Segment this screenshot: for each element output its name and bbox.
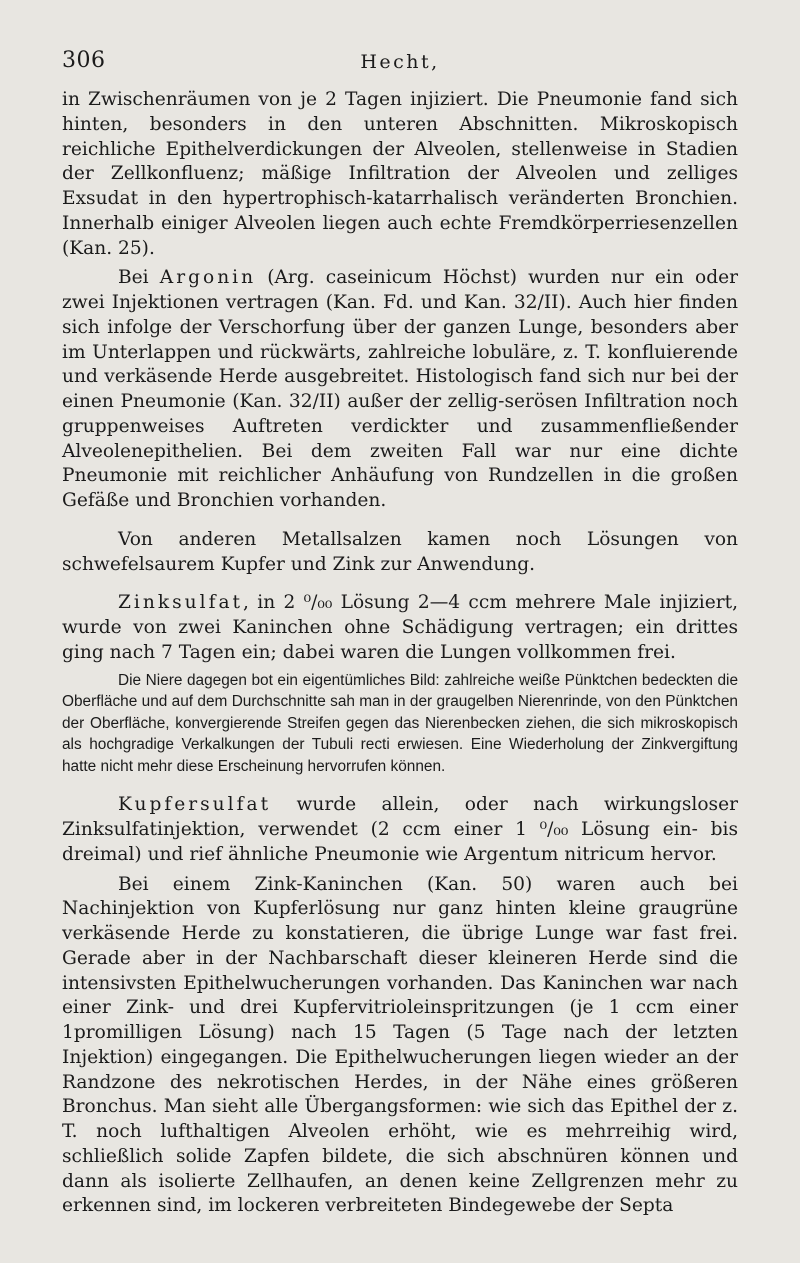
substance-name-zinksulfat: Zinksulfat	[118, 592, 244, 614]
paragraph-kidney-note: Die Niere dagegen bot ein eigentümliches Bild: zahlreiche weiße Pünktchen bedeckten die Oberfläche und auf dem Durchschnitte sah man in der graugelben Nierenrinde, von den Pünktchen der Oberfläche, konvergierende Streifen gegen das Nierenbecken ziehen, die sich mikroskopisch als hochgradige Verkalkungen der Tubuli recti erwiesen. Eine Wiederholung der Zinkvergiftung hatte nicht mehr diese Erscheinung hervorrufen können.	[62, 671, 738, 775]
paragraph-metal-salts: Von anderen Metallsalzen kamen noch Lösungen von schwefelsaurem Kupfer und Zink zur Anwendung.	[62, 528, 738, 575]
paragraph-zink-kaninchen: Bei einem Zink-Kaninchen (Kan. 50) waren auch bei Nachinjektion von Kupferlösung nur ganz hinten kleine graugrüne verkäsende Herde zu konstatieren, die übrige Lunge war fast frei. Gerade aber in der Nachbarschaft dieser kleineren Herde sind die intensivsten Epithelwucherungen vorhanden. Das Kaninchen war nach einer Zink- und drei Kupfervitrioleinspritzungen (je 1 ccm einer 1promilligen Lösung) nach 15 Tagen (5 Tage nach der letzten Injektion) eingegangen. Die Epithelwucherungen liegen wieder an der Randzone des nekrotischen Herdes, in der Nähe eines größeren Bronchus. Man sieht alle Übergangsformen: wie sich das Epithel der z. T. noch lufthaltigen Alveolen erhöht, wie es mehrreihig wird, schließlich solide Zapfen bildete, die sich abschnüren können und dann als isolierte Zellhaufen, an denen keine Zellgrenzen mehr zu erkennen sind, im lockeren verbreiteten Bindegewebe der Septa	[62, 873, 738, 1217]
substance-name-argonin: Argonin	[159, 267, 257, 289]
paragraph-lead: Bei	[118, 267, 160, 289]
paragraph-kupfersulfat	[62, 793, 738, 867]
page-number: 306	[62, 48, 106, 73]
paragraph-zinksulfat	[62, 591, 738, 665]
paragraph-argonin	[62, 266, 738, 514]
body-text	[62, 88, 738, 1219]
paragraph-body: (Arg. caseinicum Höchst) wurden nur ein oder zwei Injektionen vertragen (Kan. Fd. und Kan. 32/II). Auch hier finden sich infolge der Verschorfung über der ganzen Lunge, besonders aber im Unterlappen und rückwärts, zahlreiche lobuläre, z. T. konfluierende und verkäsende Herde ausgebreitet. Histologisch fand sich nur bei der einen Pneumonie (Kan. 32/II) außer der zellig-serösen Infiltration noch gruppenweises Auftreten verdickter und zusammenfließender Alveolenepithelien. Bei dem zweiten Fall war nur eine dichte Pneumonie mit reichlicher Anhäufung von Rundzellen in die großen Gefäße und Bronchien vorhanden.	[62, 267, 738, 511]
paragraph-body: , in 2 ⁰/₀₀ Lösung 2—4 ccm mehrere Male injiziert, wurde von zwei Kaninchen ohne Schädigung vertragen; ein drittes ging nach 7 Tagen ein; dabei waren die Lungen vollkommen frei.	[62, 592, 738, 663]
paragraph-body: wurde allein, oder nach wirkungsloser Zinksulfatinjektion, verwendet (2 ccm einer 1 ⁰/₀₀ Lösung ein- bis dreimal) und rief ähnliche Pneumonie wie Argentum nitricum hervor.	[62, 794, 738, 865]
page-header	[62, 48, 738, 78]
paragraph-injection-pneumonia: in Zwischenräumen von je 2 Tagen injiziert. Die Pneumonie fand sich hinten, besonders in den unteren Abschnitten. Mikroskopisch reichliche Epithelverdickungen der Alveolen, stellenweise in Stadien der Zellkonfluenz; mäßige Infiltration der Alveolen und zelliges Exsudat in den hypertrophisch-katarrhalisch veränderten Bronchien. Innerhalb einiger Alveolen liegen auch echte Fremdkörperriesenzellen (Kan. 25).	[62, 89, 738, 259]
substance-name-kupfersulfat: Kupfersulfat	[118, 794, 272, 816]
running-head: Hecht,	[360, 51, 440, 73]
